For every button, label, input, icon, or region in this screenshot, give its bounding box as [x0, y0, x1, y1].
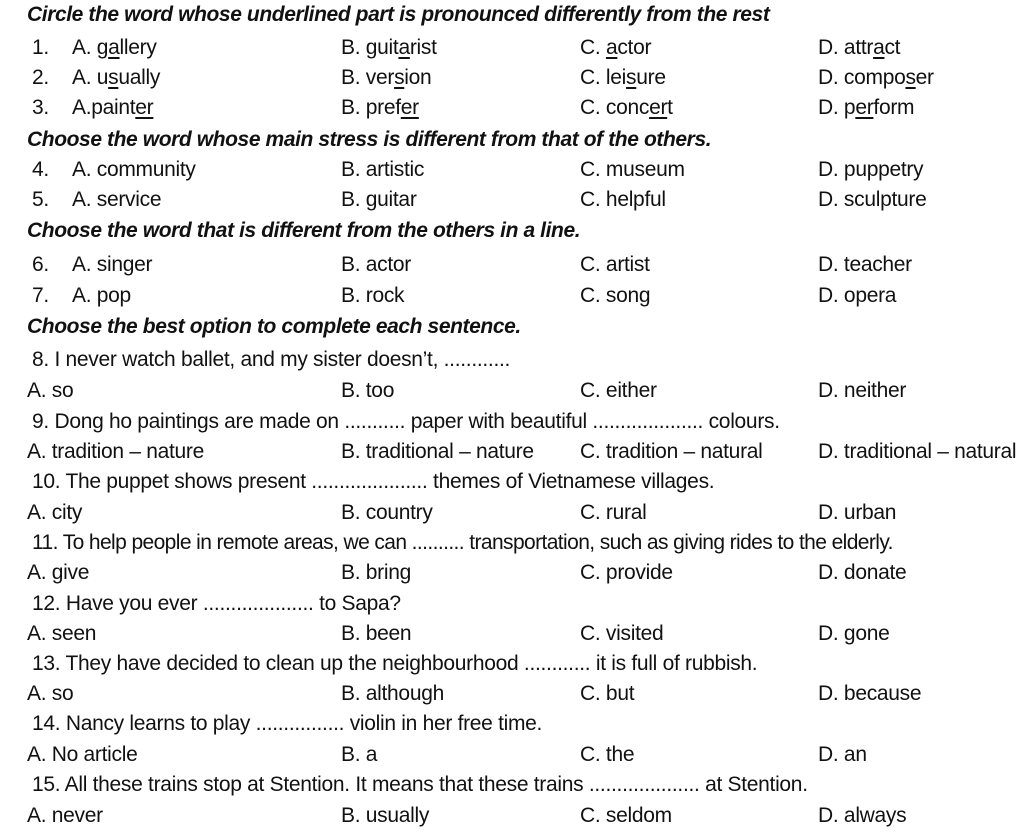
question-stem: 10. The puppet shows present ..................... themes of Vietnamese villages.	[32, 470, 715, 493]
option-c[interactable]: C. provide	[580, 561, 673, 584]
section-heading-odd-one-out: Choose the word that is different from the others in a line.	[27, 219, 581, 242]
option-d[interactable]: D. teacher	[818, 253, 912, 276]
question-number: 1.	[32, 36, 49, 59]
question-stem: 9. Dong ho paintings are made on ........... paper with beautiful .................... colours.	[32, 410, 780, 433]
option-a[interactable]: A. give	[27, 561, 90, 584]
option-b[interactable]: B. too	[341, 379, 395, 402]
option-d[interactable]: D. traditional – natural	[818, 440, 1017, 463]
option-d[interactable]: D. composer	[818, 66, 934, 89]
question-14-options	[0, 740, 1024, 770]
option-c[interactable]: C. seldom	[580, 804, 672, 827]
option-c[interactable]: C. song	[580, 284, 651, 307]
question-number: 3.	[32, 96, 49, 119]
option-c[interactable]: C. museum	[580, 158, 685, 181]
question-stem: 14. Nancy learns to play ................ violin in her free time.	[32, 712, 543, 735]
question-number: 4.	[32, 158, 49, 181]
option-c[interactable]: C. rural	[580, 501, 647, 524]
option-a[interactable]: A. service	[72, 188, 162, 211]
question-stem: 8. I never watch ballet, and my sister doesn’t, ............	[32, 348, 511, 371]
option-c[interactable]: C. visited	[580, 622, 664, 645]
option-d[interactable]: D. donate	[818, 561, 907, 584]
option-a[interactable]: A.painter	[72, 96, 154, 119]
question-11-options	[0, 558, 1024, 588]
option-a[interactable]: A. community	[72, 158, 196, 181]
option-a[interactable]: A. No article	[27, 743, 138, 766]
question-10-stem	[0, 467, 1024, 497]
option-d[interactable]: D. opera	[818, 284, 897, 307]
question-stem: 13. They have decided to clean up the neighbourhood ............ it is full of rubbish.	[32, 652, 758, 675]
option-c[interactable]: C. leisure	[580, 66, 666, 89]
option-a[interactable]: A. tradition – nature	[27, 440, 204, 463]
question-number: 7.	[32, 284, 49, 307]
question-14-stem	[0, 709, 1024, 739]
question-number: 5.	[32, 188, 49, 211]
option-d[interactable]: D. always	[818, 804, 907, 827]
option-b[interactable]: B. usually	[341, 804, 430, 827]
option-d[interactable]: D. an	[818, 743, 867, 766]
option-b[interactable]: B. artistic	[341, 158, 425, 181]
option-b[interactable]: B. prefer	[341, 96, 419, 119]
option-c[interactable]: C. actor	[580, 36, 652, 59]
option-b[interactable]: B. actor	[341, 253, 411, 276]
question-8-options	[0, 376, 1024, 406]
question-10-options	[0, 498, 1024, 528]
question-number: 6.	[32, 253, 49, 276]
question-number: 2.	[32, 66, 49, 89]
option-d[interactable]: D. perform	[818, 96, 915, 119]
option-c[interactable]: C. artist	[580, 253, 650, 276]
option-d[interactable]: D. puppetry	[818, 158, 924, 181]
option-b[interactable]: B. bring	[341, 561, 411, 584]
option-b[interactable]: B. country	[341, 501, 433, 524]
option-a[interactable]: A. singer	[72, 253, 153, 276]
option-d[interactable]: D. gone	[818, 622, 890, 645]
question-stem: 12. Have you ever .................... to Sapa?	[32, 592, 401, 615]
option-d[interactable]: D. neither	[818, 379, 907, 402]
question-13-options	[0, 679, 1024, 709]
option-a[interactable]: A. city	[27, 501, 83, 524]
option-b[interactable]: B. rock	[341, 284, 405, 307]
question-9-options	[0, 437, 1024, 467]
option-b[interactable]: B. a	[341, 743, 378, 766]
question-11-stem	[0, 528, 1024, 558]
option-a[interactable]: A. never	[27, 804, 103, 827]
option-d[interactable]: D. attract	[818, 36, 901, 59]
question-6	[0, 250, 1024, 280]
question-13-stem	[0, 649, 1024, 679]
question-9-stem	[0, 407, 1024, 437]
question-4	[0, 155, 1024, 185]
option-c[interactable]: C. concert	[580, 96, 673, 119]
option-d[interactable]: D. urban	[818, 501, 897, 524]
question-stem: 11. To help people in remote areas, we can .......... transportation, such as giving rides to the elderly.	[32, 531, 893, 554]
option-b[interactable]: B. although	[341, 682, 444, 705]
question-5	[0, 185, 1024, 215]
option-b[interactable]: B. guitarist	[341, 36, 437, 59]
question-3	[0, 93, 1024, 123]
option-d[interactable]: D. because	[818, 682, 922, 705]
question-2	[0, 63, 1024, 93]
question-15-options	[0, 801, 1024, 831]
option-a[interactable]: A. seen	[27, 622, 97, 645]
option-d[interactable]: D. sculpture	[818, 188, 927, 211]
option-a[interactable]: A. usually	[72, 66, 161, 89]
option-b[interactable]: B. guitar	[341, 188, 417, 211]
section-heading-stress: Choose the word whose main stress is different from that of the others.	[27, 128, 712, 151]
section-heading-best-option: Choose the best option to complete each sentence.	[27, 315, 521, 338]
option-c[interactable]: C. tradition – natural	[580, 440, 763, 463]
option-c[interactable]: C. helpful	[580, 188, 666, 211]
question-8-stem	[0, 345, 1024, 375]
option-a[interactable]: A. so	[27, 682, 74, 705]
question-12-stem	[0, 589, 1024, 619]
option-b[interactable]: B. traditional – nature	[341, 440, 534, 463]
option-b[interactable]: B. been	[341, 622, 412, 645]
option-c[interactable]: C. but	[580, 682, 635, 705]
question-15-stem	[0, 770, 1024, 800]
option-a[interactable]: A. pop	[72, 284, 131, 307]
option-b[interactable]: B. version	[341, 66, 432, 89]
option-c[interactable]: C. either	[580, 379, 657, 402]
question-7	[0, 281, 1024, 311]
question-stem: 15. All these trains stop at Stention. It means that these trains .................... at Stention.	[32, 773, 808, 796]
option-a[interactable]: A. so	[27, 379, 74, 402]
option-a[interactable]: A. gallery	[72, 36, 157, 59]
section-heading-pronunciation: Circle the word whose underlined part is pronounced differently from the rest	[27, 3, 770, 26]
question-1	[0, 33, 1024, 63]
option-c[interactable]: C. the	[580, 743, 635, 766]
question-12-options	[0, 619, 1024, 649]
